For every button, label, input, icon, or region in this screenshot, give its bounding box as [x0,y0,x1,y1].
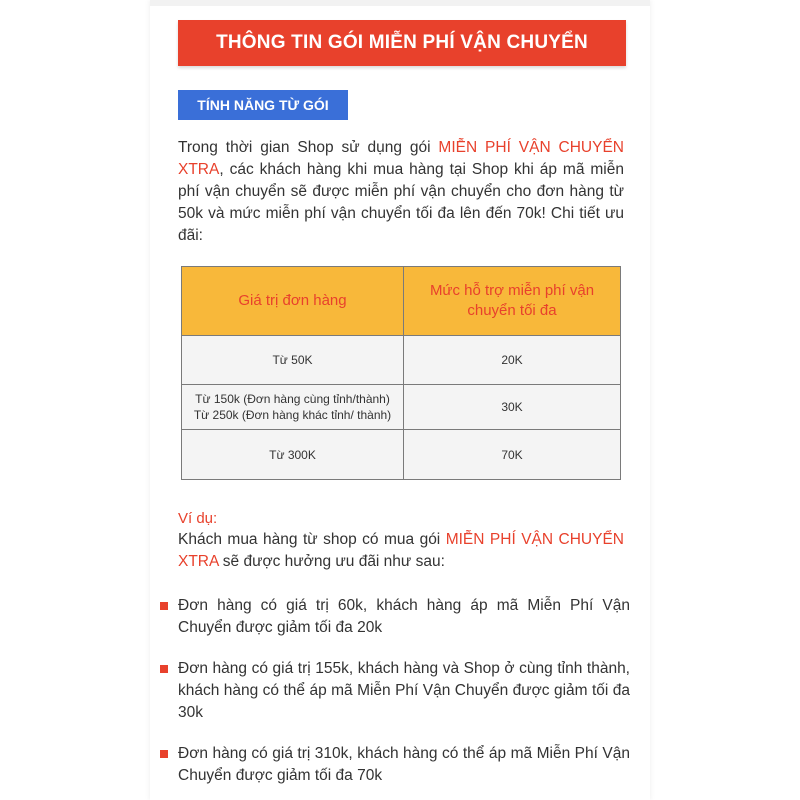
table-header-row [182,267,621,336]
order-value-line: Từ 250k (Đơn hàng khác tỉnh/ thành) [193,408,392,422]
table-row [182,336,621,385]
list-item-text: Đơn hàng có giá trị 310k, khách hàng có thể áp mã Miễn Phí Vận Chuyển được giảm tối đa 70k [178,745,630,784]
support-cell: 70K [404,430,621,480]
intro-highlight: MIỄN PHÍ VẬN CHUYỂN XTRA [178,139,624,178]
list-item-text: Đơn hàng có giá trị 155k, khách hàng và Shop ở cùng tỉnh thành, khách hàng có thể áp mã Miễn Phí Vận Chuyển được giảm tối đa 30k [178,660,630,721]
example-highlight: MIỄN PHÍ VẬN CHUYỂN XTRA [178,531,624,570]
bullet-square-icon [160,665,168,673]
order-value-cell [182,385,404,430]
example-paragraph [178,529,624,573]
header-max-support [404,267,621,336]
support-cell: 30K [404,385,621,430]
example-text-end: sẽ được hưởng ưu đãi như sau: [218,553,445,570]
table-row [182,385,621,430]
header-order-value: Giá trị đơn hàng [182,267,404,336]
order-value-line: Từ 300K [269,447,316,462]
intro-text-start: Trong thời gian Shop sử dụng gói [178,139,439,156]
header-max-support-text: Mức hỗ trợ miễn phí vận chuyển tối đa [429,282,595,319]
banner-title: THÔNG TIN GÓI MIỄN PHÍ VẬN CHUYỂN [178,20,626,66]
list-item-text: Đơn hàng có giá trị 60k, khách hàng áp mã Miễn Phí Vận Chuyển được giảm tối đa 20k [178,597,630,636]
example-label: Ví dụ: [178,510,218,527]
support-cell: 20K [404,336,621,385]
table-row [182,430,621,480]
order-value-cell [182,336,404,385]
example-text-start: Khách mua hàng từ shop có mua gói [178,531,446,548]
shipping-tier-table [181,266,621,480]
bullet-square-icon [160,750,168,758]
order-value-cell [182,430,404,480]
order-value-line: Từ 50K [272,353,313,367]
bullet-square-icon [160,602,168,610]
order-value-line: Từ 150k (Đơn hàng cùng tỉnh/thành) [195,392,390,406]
intro-text-end: , các khách hàng khi mua hàng tại Shop khi áp mã miễn phí vận chuyển sẽ được miễn phí vận chuyển cho đơn hàng từ 50k và mức miễn phí vận chuyển tối đa lên đến 70k! Chi tiết ưu đãi: [178,161,624,244]
intro-paragraph [178,137,624,247]
section-label: TÍNH NĂNG TỪ GÓI [178,90,348,120]
top-strip [150,0,650,6]
